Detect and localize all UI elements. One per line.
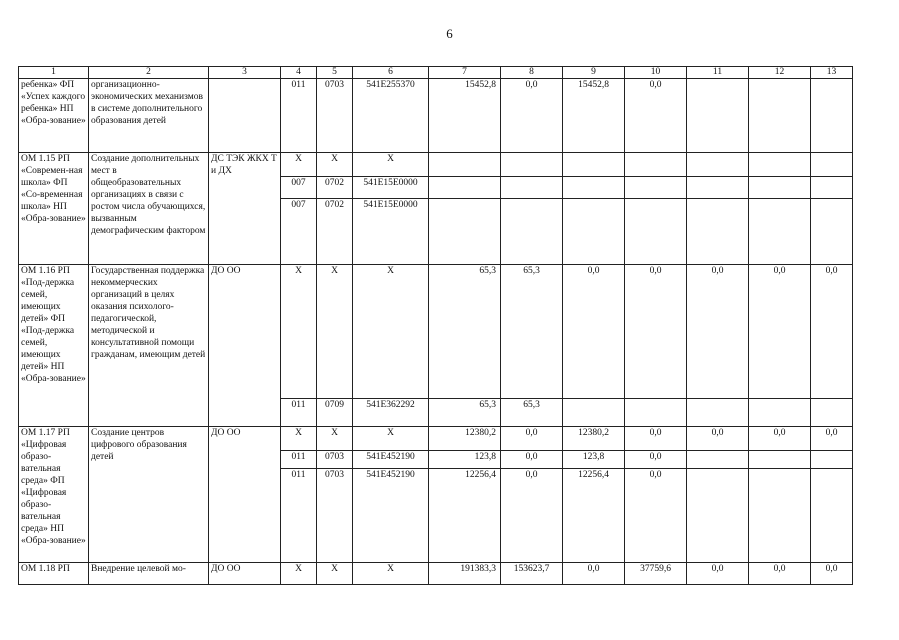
- cell-c8: [501, 199, 563, 265]
- cell-c4: 011: [281, 469, 317, 563]
- header-cell: 6: [353, 67, 429, 79]
- cell-c8: [501, 153, 563, 177]
- row-measure-cell: ребенка» ФП «Успех каждого ребенка» НП «Обра-зование»: [19, 79, 89, 153]
- cell-c13: [811, 153, 853, 177]
- cell-c6: 541E15E0000: [353, 199, 429, 265]
- cell-c5: 0703: [317, 451, 353, 469]
- cell-c5: 0703: [317, 79, 353, 153]
- cell-c11: [687, 177, 749, 199]
- cell-c13: [811, 199, 853, 265]
- row-executor-cell: ДО ОО: [209, 265, 281, 427]
- row-measure-cell: ОМ 1.18 РП: [19, 563, 89, 585]
- cell-c5: Х: [317, 427, 353, 451]
- cell-c13: [811, 399, 853, 427]
- cell-c7: 12380,2: [429, 427, 501, 451]
- cell-c7: 191383,3: [429, 563, 501, 585]
- cell-c12: [749, 469, 811, 563]
- cell-c12: 0,0: [749, 427, 811, 451]
- cell-c12: 0,0: [749, 563, 811, 585]
- cell-c6: 541E255370: [353, 79, 429, 153]
- cell-c10: 0,0: [625, 79, 687, 153]
- cell-c7: [429, 177, 501, 199]
- cell-c4: Х: [281, 265, 317, 399]
- header-cell: 11: [687, 67, 749, 79]
- cell-c4: 011: [281, 399, 317, 427]
- cell-c10: 0,0: [625, 451, 687, 469]
- cell-c9: 0,0: [563, 563, 625, 585]
- cell-c9: [563, 177, 625, 199]
- cell-c11: [687, 469, 749, 563]
- cell-c12: 0,0: [749, 265, 811, 399]
- cell-c8: 0,0: [501, 427, 563, 451]
- cell-c11: [687, 199, 749, 265]
- budget-table: [18, 66, 853, 585]
- cell-c11: [687, 153, 749, 177]
- cell-c10: 0,0: [625, 265, 687, 399]
- cell-c4: 007: [281, 199, 317, 265]
- cell-c6: Х: [353, 153, 429, 177]
- row-executor-cell: ДО ОО: [209, 563, 281, 585]
- cell-c5: Х: [317, 265, 353, 399]
- header-cell: 9: [563, 67, 625, 79]
- row-executor-cell: ДС ТЭК ЖКХ Т и ДХ: [209, 153, 281, 265]
- cell-c13: [811, 177, 853, 199]
- table-row: [19, 265, 853, 399]
- cell-c13: 0,0: [811, 563, 853, 585]
- page-number: 6: [446, 26, 453, 41]
- cell-c9: 123,8: [563, 451, 625, 469]
- cell-c12: [749, 451, 811, 469]
- cell-c11: [687, 451, 749, 469]
- header-cell: 10: [625, 67, 687, 79]
- row-measure-cell: ОМ 1.16 РП «Под-держка семей, имеющих детей» ФП «Под-держка семей, имеющих детей» НП «Обра-зование»: [19, 265, 89, 427]
- cell-c6: 541E15E0000: [353, 177, 429, 199]
- cell-c6: Х: [353, 563, 429, 585]
- cell-c7: 65,3: [429, 399, 501, 427]
- header-cell: 8: [501, 67, 563, 79]
- cell-c8: 153623,7: [501, 563, 563, 585]
- cell-c12: [749, 199, 811, 265]
- cell-c10: [625, 199, 687, 265]
- row-executor-cell: ДО ОО: [209, 427, 281, 563]
- cell-c6: 541E452190: [353, 469, 429, 563]
- cell-c12: [749, 79, 811, 153]
- cell-c9: [563, 399, 625, 427]
- cell-c8: 0,0: [501, 451, 563, 469]
- cell-c4: Х: [281, 563, 317, 585]
- cell-c7: 12256,4: [429, 469, 501, 563]
- cell-c13: [811, 469, 853, 563]
- cell-c9: 15452,8: [563, 79, 625, 153]
- table-row: [19, 427, 853, 451]
- cell-c13: [811, 79, 853, 153]
- cell-c12: [749, 153, 811, 177]
- cell-c10: 0,0: [625, 469, 687, 563]
- header-cell: 7: [429, 67, 501, 79]
- cell-c8: 65,3: [501, 399, 563, 427]
- cell-c7: 65,3: [429, 265, 501, 399]
- row-measure-cell: ОМ 1.15 РП «Современ-ная школа» ФП «Со-временная школа» НП «Обра-зование»: [19, 153, 89, 265]
- cell-c6: 541E362292: [353, 399, 429, 427]
- cell-c4: 011: [281, 79, 317, 153]
- cell-c9: 12380,2: [563, 427, 625, 451]
- cell-c10: 0,0: [625, 427, 687, 451]
- header-cell: 2: [89, 67, 209, 79]
- cell-c9: 0,0: [563, 265, 625, 399]
- cell-c8: 0,0: [501, 469, 563, 563]
- cell-c7: 123,8: [429, 451, 501, 469]
- cell-c10: 37759,6: [625, 563, 687, 585]
- cell-c13: [811, 451, 853, 469]
- cell-c6: Х: [353, 427, 429, 451]
- header-cell: 4: [281, 67, 317, 79]
- header-row: [19, 67, 853, 79]
- cell-c4: 011: [281, 451, 317, 469]
- cell-c12: [749, 399, 811, 427]
- cell-c11: 0,0: [687, 265, 749, 399]
- row-description-cell: организационно-экономических механизмов в системе дополнительного образования детей: [89, 79, 209, 153]
- cell-c13: 0,0: [811, 427, 853, 451]
- header-cell: 13: [811, 67, 853, 79]
- row-measure-cell: ОМ 1.17 РП «Цифровая образо-вательная среда» ФП «Цифровая образо-вательная среда» НП «Обра-зование»: [19, 427, 89, 563]
- cell-c9: [563, 199, 625, 265]
- header-cell: 1: [19, 67, 89, 79]
- cell-c10: [625, 153, 687, 177]
- cell-c12: [749, 177, 811, 199]
- cell-c10: [625, 177, 687, 199]
- header-cell: 5: [317, 67, 353, 79]
- row-description-cell: Государственная поддержка некоммерческих организаций в целях оказания психолого-педагогической, методической и консультативной помощи гражданам, имеющим детей: [89, 265, 209, 427]
- cell-c5: 0703: [317, 469, 353, 563]
- cell-c7: [429, 153, 501, 177]
- cell-c9: [563, 153, 625, 177]
- cell-c4: Х: [281, 427, 317, 451]
- cell-c4: Х: [281, 153, 317, 177]
- row-description-cell: Создание дополнительных мест в общеобразовательных организациях в связи с ростом числа обучающихся, вызванным демографическим фактором: [89, 153, 209, 265]
- cell-c10: [625, 399, 687, 427]
- cell-c5: 0709: [317, 399, 353, 427]
- row-description-cell: Создание центров цифрового образования детей: [89, 427, 209, 563]
- row-executor-cell: [209, 79, 281, 153]
- cell-c6: Х: [353, 265, 429, 399]
- cell-c5: 0702: [317, 199, 353, 265]
- table-row: [19, 79, 853, 153]
- cell-c11: [687, 399, 749, 427]
- cell-c8: [501, 177, 563, 199]
- cell-c7: 15452,8: [429, 79, 501, 153]
- cell-c5: 0702: [317, 177, 353, 199]
- row-description-cell: Внедрение целевой мо-: [89, 563, 209, 585]
- cell-c8: 0,0: [501, 79, 563, 153]
- cell-c6: 541E452190: [353, 451, 429, 469]
- cell-c4: 007: [281, 177, 317, 199]
- cell-c13: 0,0: [811, 265, 853, 399]
- cell-c9: 12256,4: [563, 469, 625, 563]
- cell-c8: 65,3: [501, 265, 563, 399]
- table-row: [19, 153, 853, 177]
- cell-c5: Х: [317, 153, 353, 177]
- cell-c7: [429, 199, 501, 265]
- cell-c5: Х: [317, 563, 353, 585]
- cell-c11: 0,0: [687, 563, 749, 585]
- table-row: [19, 563, 853, 585]
- cell-c11: 0,0: [687, 427, 749, 451]
- header-cell: 3: [209, 67, 281, 79]
- header-cell: 12: [749, 67, 811, 79]
- cell-c11: [687, 79, 749, 153]
